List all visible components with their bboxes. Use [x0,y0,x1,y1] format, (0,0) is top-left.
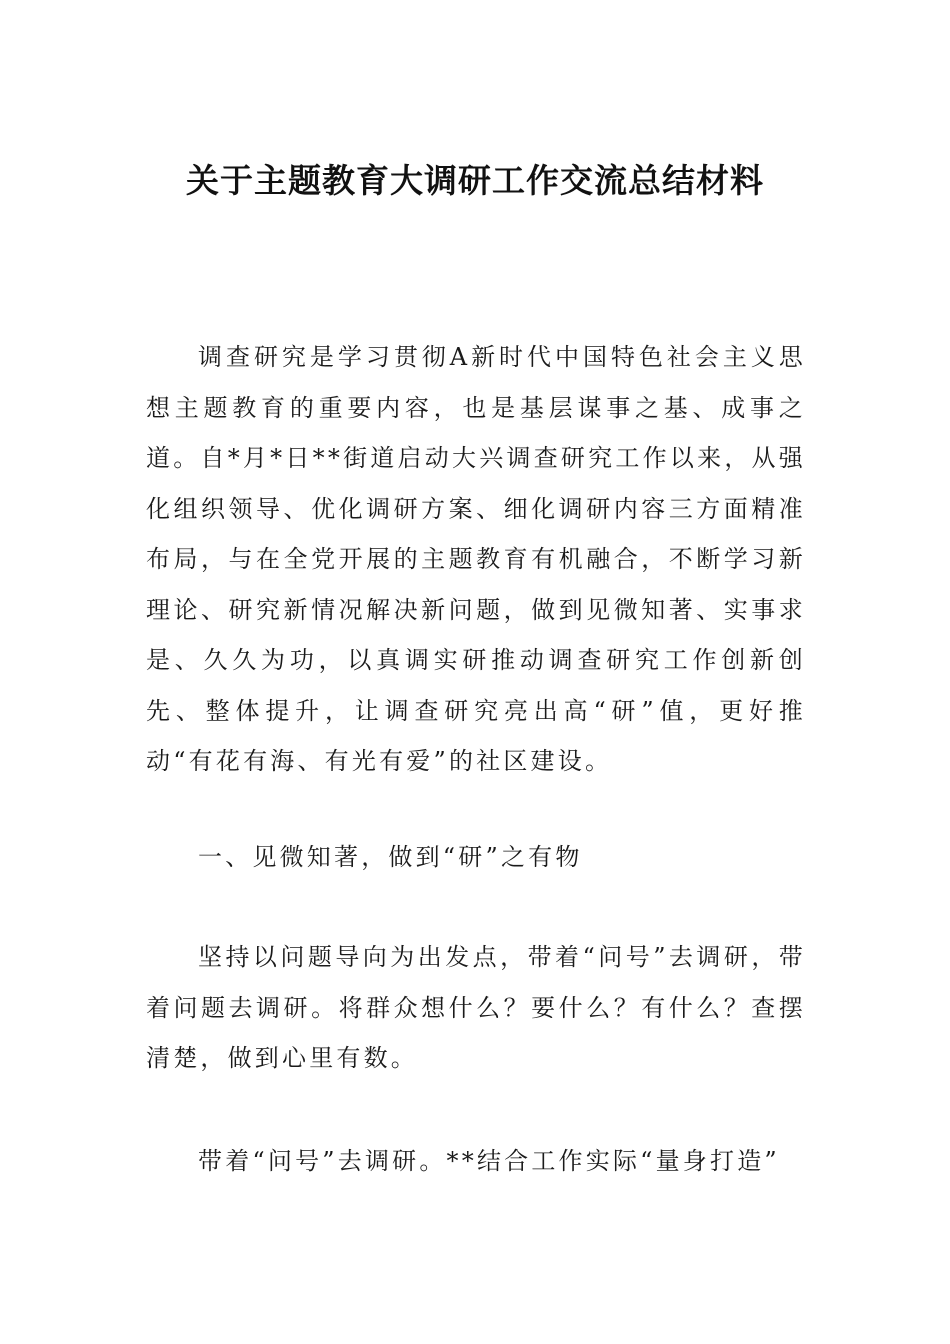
section1-paragraph-2: 带着“问号”去调研。**结合工作实际“量身打造” [198,1147,780,1175]
section-heading-1: 一、见微知著，做到“研”之有物 [198,843,583,871]
intro-paragraph: 调查研究是学习贯彻A新时代中国特色社会主义思想主题教育的重要内容，也是基层谋事之基、成事之道。自*月*日**街道启动大兴调查研究工作以来，从强化组织领导、优化调研方案、细化调研内容三方面精准布局，与在全党开展的主题教育有机融合，不断学习新理论、研究新情况解决新问题，做到见微知著、实事求是、久久为功，以真调实研推动调查研究工作创新创先、整体提升，让调查研究亮出高“研”值，更好推动“有花有海、有光有爱”的社区建设。 [146,343,806,775]
document-title: 关于主题教育大调研工作交流总结材料 [186,161,764,200]
section1-paragraph-1: 坚持以问题导向为出发点，带着“问号”去调研，带着问题去调研。将群众想什么？要什么？有什么？查摆清楚，做到心里有数。 [146,943,806,1072]
